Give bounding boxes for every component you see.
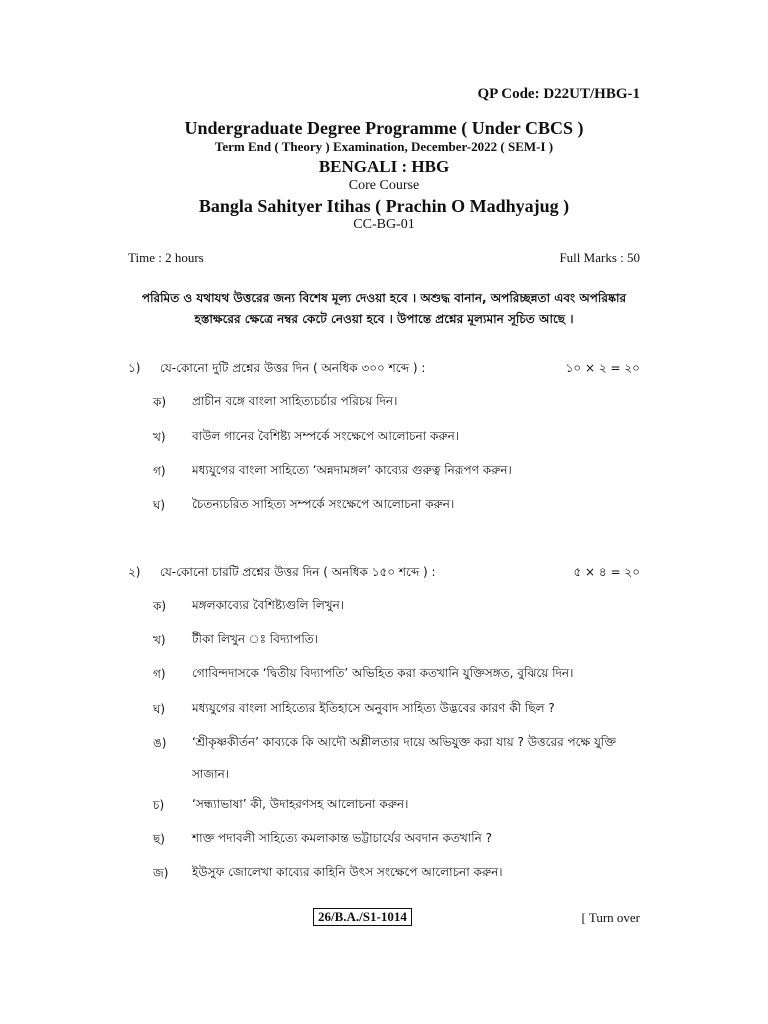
turn-over-note: [ Turn over bbox=[581, 910, 640, 925]
time-allowed: Time : 2 hours bbox=[128, 250, 204, 265]
question-number: ২) bbox=[128, 565, 141, 579]
instruction-line-2: হস্তাক্ষরের ক্ষেত্রে নম্বর কেটে নেওয়া হবে । উপান্তে প্রশ্নের মূল্যমান সূচিত আছে । bbox=[194, 312, 574, 326]
sub-question-letter: ঘ) bbox=[153, 498, 166, 512]
course-type: Core Course bbox=[348, 178, 420, 193]
sub-question-letter: গ) bbox=[153, 464, 166, 478]
sub-question-text: টীকা লিখুন ঃ বিদ্যাপতি। bbox=[192, 632, 319, 646]
sub-question-letter: গ) bbox=[153, 667, 166, 681]
instruction-line-1: পরিমিত ও যথাযথ উত্তরের জন্য বিশেষ মূল্য দেওয়া হবে । অশুদ্ধ বানান, অপরিচ্ছন্নতা এবং অপরিষ্কার bbox=[141, 291, 627, 305]
sub-question-text: বাউল গানের বৈশিষ্ট্য সম্পর্কে সংক্ষেপে আলোচনা করুন। bbox=[192, 429, 460, 443]
question-number: ১) bbox=[128, 361, 141, 375]
question-text: যে-কোনো দুটি প্রশ্নের উত্তর দিন ( অনধিক ৩০০ শব্দে ) : bbox=[160, 361, 426, 375]
sub-question-text: গোবিন্দদাসকে ‘দ্বিতীয় বিদ্যাপতি’ অভিহিত করা কতখানি যুক্তিসঙ্গত, বুঝিয়ে দিন। bbox=[192, 666, 574, 680]
sub-question-text: মধ্যযুগের বাংলা সাহিত্যের ইতিহাসে অনুবাদ সাহিত্য উদ্ভবের কারণ কী ছিল ? bbox=[192, 701, 555, 715]
question-marks: ১০ × ২ = ২০ bbox=[565, 361, 640, 375]
subject-title: BENGALI : HBG bbox=[318, 157, 450, 176]
sub-question-letter: চ) bbox=[153, 798, 165, 812]
course-code: CC-BG-01 bbox=[353, 217, 415, 232]
sub-question-text: ‘সন্ধ্যাভাষা’ কী, উদাহরণসহ আলোচনা করুন। bbox=[192, 797, 409, 811]
sub-question-letter: ক) bbox=[153, 395, 167, 409]
qp-code: QP Code: D22UT/HBG-1 bbox=[477, 86, 640, 102]
programme-title: Undergraduate Degree Programme ( Under CBCS ) bbox=[184, 118, 584, 138]
sub-question-letter: ঙ) bbox=[153, 736, 167, 750]
sub-question-letter: খ) bbox=[153, 633, 166, 647]
sub-question-letter: ঘ) bbox=[153, 702, 166, 716]
full-marks: Full Marks : 50 bbox=[559, 250, 640, 265]
sub-question-letter: ছ) bbox=[153, 832, 165, 846]
course-title: Bangla Sahityer Itihas ( Prachin O Madhyajug ) bbox=[198, 196, 570, 216]
sub-question-text: ‘শ্রীকৃষ্ণকীর্তন’ কাব্যকে কি আদৌ অশ্লীলতার দায়ে অভিযুক্ত করা যায় ? উত্তরের পক্ষে যুক্তি সাজান। bbox=[192, 735, 616, 781]
sub-question-text: প্রাচীন বঙ্গে বাংলা সাহিত্যচর্চার পরিচয় দিন। bbox=[192, 394, 398, 408]
sub-question-letter: খ) bbox=[153, 430, 166, 444]
sub-question-text: ইউসুফ জোলেখা কাব্যের কাহিনি উৎস সংক্ষেপে আলোচনা করুন। bbox=[192, 865, 503, 879]
exam-line: Term End ( Theory ) Examination, December-2022 ( SEM-I ) bbox=[214, 139, 554, 154]
sub-question-text: শাক্ত পদাবলী সাহিত্যে কমলাকান্ত ভট্টাচার্যের অবদান কতখানি ? bbox=[192, 831, 493, 845]
question-text: যে-কোনো চারটি প্রশ্নের উত্তর দিন ( অনধিক ১৫০ শব্দে ) : bbox=[160, 565, 436, 579]
sub-question-letter: ক) bbox=[153, 599, 167, 613]
sub-question-text: মঙ্গলকাব্যের বৈশিষ্ট্যগুলি লিখুন। bbox=[192, 598, 345, 612]
question-marks: ৫ × ৪ = ২০ bbox=[573, 565, 640, 579]
sub-question-text: চৈতন্যচরিত সাহিত্য সম্পর্কে সংক্ষেপে আলোচনা করুন। bbox=[192, 497, 455, 511]
sub-question-letter: জ) bbox=[153, 866, 169, 880]
sub-question-text: মধ্যযুগের বাংলা সাহিত্যে ‘অন্নদামঙ্গল’ কাব্যের গুরুত্ব নিরূপণ করুন। bbox=[192, 463, 512, 477]
booklet-code: 26/B.A./S1-1014 bbox=[313, 908, 412, 926]
